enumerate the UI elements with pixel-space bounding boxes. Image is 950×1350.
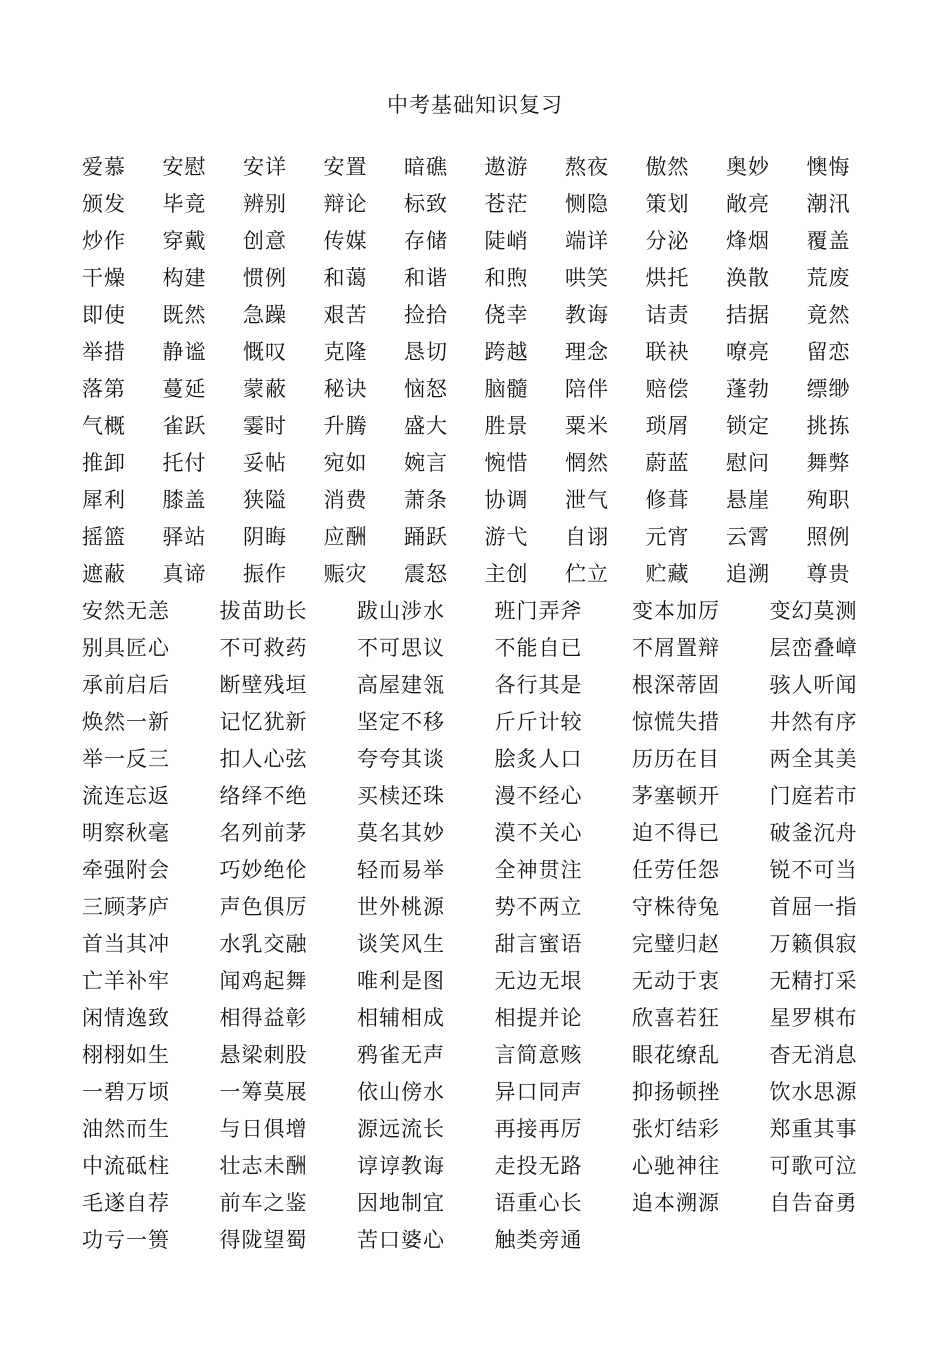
idiom-item: 变幻莫测 bbox=[769, 599, 858, 623]
word-item: 创意 bbox=[243, 229, 287, 253]
word-item: 教诲 bbox=[565, 303, 609, 327]
idiom-item: 承前启后 bbox=[82, 673, 170, 697]
word-item: 颁发 bbox=[82, 192, 126, 216]
word-item: 烽烟 bbox=[726, 229, 770, 253]
word-row bbox=[82, 557, 882, 594]
idiom-item: 班门弄斧 bbox=[494, 599, 583, 623]
word-item: 标致 bbox=[404, 192, 448, 216]
word-item: 安慰 bbox=[162, 155, 207, 179]
word-item: 游弋 bbox=[484, 525, 529, 549]
word-item: 联袂 bbox=[645, 340, 690, 364]
word-item: 传媒 bbox=[323, 229, 368, 253]
word-item: 落第 bbox=[82, 377, 126, 401]
idiom-item: 斤斤计较 bbox=[494, 710, 583, 734]
idiom-item: 任劳任怨 bbox=[632, 858, 720, 882]
word-item: 蔚蓝 bbox=[645, 451, 690, 475]
word-item: 惘然 bbox=[565, 451, 609, 475]
word-item: 理念 bbox=[565, 340, 609, 364]
idiom-item: 走投无路 bbox=[494, 1154, 583, 1178]
word-item: 贮藏 bbox=[645, 562, 690, 586]
idiom-row bbox=[82, 1001, 882, 1038]
idiom-item: 门庭若市 bbox=[769, 784, 858, 808]
idiom-item: 安然无恙 bbox=[82, 599, 170, 623]
idiom-item: 势不两立 bbox=[494, 895, 583, 919]
word-item: 恳切 bbox=[404, 340, 448, 364]
idiom-item: 无精打采 bbox=[769, 969, 858, 993]
idiom-item: 轻而易举 bbox=[357, 858, 445, 882]
word-item: 惯例 bbox=[243, 266, 287, 290]
idiom-item: 相得益彰 bbox=[219, 1006, 308, 1030]
word-item: 分泌 bbox=[645, 229, 690, 253]
word-item: 膝盖 bbox=[162, 488, 207, 512]
word-item: 安详 bbox=[243, 155, 287, 179]
word-item: 捡拾 bbox=[404, 303, 448, 327]
word-item: 蓬勃 bbox=[726, 377, 770, 401]
word-item: 蔓延 bbox=[162, 377, 207, 401]
idiom-item: 两全其美 bbox=[769, 747, 858, 771]
idiom-item: 星罗棋布 bbox=[769, 1006, 858, 1030]
word-item: 急躁 bbox=[243, 303, 287, 327]
word-item: 炒作 bbox=[82, 229, 126, 253]
word-row bbox=[82, 520, 882, 557]
word-item: 荒废 bbox=[806, 266, 851, 290]
idiom-item: 张灯结彩 bbox=[632, 1117, 720, 1141]
idiom-item: 触类旁通 bbox=[494, 1228, 583, 1252]
word-item: 惋惜 bbox=[484, 451, 529, 475]
idiom-item: 悬梁刺股 bbox=[219, 1043, 308, 1067]
word-item: 追溯 bbox=[726, 562, 770, 586]
word-item: 遨游 bbox=[484, 155, 529, 179]
idiom-item: 跋山涉水 bbox=[357, 599, 445, 623]
idiom-item: 中流砥柱 bbox=[82, 1154, 170, 1178]
idiom-item: 谈笑风生 bbox=[357, 932, 445, 956]
word-item: 奥妙 bbox=[726, 155, 770, 179]
word-item: 艰苦 bbox=[323, 303, 368, 327]
word-item: 阴晦 bbox=[243, 525, 287, 549]
idiom-item: 壮志未酬 bbox=[219, 1154, 308, 1178]
word-item: 端详 bbox=[565, 229, 609, 253]
idiom-item: 记忆犹新 bbox=[219, 710, 308, 734]
word-item: 侥幸 bbox=[484, 303, 529, 327]
word-row bbox=[82, 372, 882, 409]
idiom-item: 断壁残垣 bbox=[219, 673, 308, 697]
idiom-item: 络绎不绝 bbox=[219, 784, 308, 808]
idiom-item: 前车之鉴 bbox=[219, 1191, 308, 1215]
page-title: 中考基础知识复习 bbox=[387, 93, 563, 117]
word-item: 慨叹 bbox=[243, 340, 287, 364]
idiom-item: 茅塞顿开 bbox=[632, 784, 720, 808]
word-item: 和谐 bbox=[404, 266, 448, 290]
word-item: 推卸 bbox=[82, 451, 126, 475]
idiom-item: 与日俱增 bbox=[219, 1117, 308, 1141]
idiom-item: 声色俱厉 bbox=[219, 895, 308, 919]
word-item: 嘹亮 bbox=[726, 340, 770, 364]
word-item: 覆盖 bbox=[806, 229, 851, 253]
idiom-item: 牵强附会 bbox=[82, 858, 170, 882]
word-item: 烘托 bbox=[645, 266, 690, 290]
idiom-item: 源远流长 bbox=[357, 1117, 445, 1141]
word-item: 驿站 bbox=[162, 525, 207, 549]
word-item: 留恋 bbox=[806, 340, 851, 364]
word-item: 气概 bbox=[82, 414, 126, 438]
idiom-item: 功亏一篑 bbox=[82, 1228, 170, 1252]
idiom-item: 闲情逸致 bbox=[82, 1006, 170, 1030]
word-item: 既然 bbox=[162, 303, 207, 327]
idiom-row bbox=[82, 705, 882, 742]
idiom-item: 巧妙绝伦 bbox=[219, 858, 308, 882]
idiom-item: 锐不可当 bbox=[769, 858, 858, 882]
word-item: 苍茫 bbox=[484, 192, 529, 216]
word-item: 赔偿 bbox=[645, 377, 690, 401]
word-row bbox=[82, 483, 882, 520]
word-item: 真谛 bbox=[162, 562, 207, 586]
word-row bbox=[82, 150, 882, 187]
word-item: 霎时 bbox=[243, 414, 287, 438]
idiom-item: 莫名其妙 bbox=[357, 821, 445, 845]
idiom-row bbox=[82, 1223, 882, 1260]
word-row bbox=[82, 298, 882, 335]
word-item: 锁定 bbox=[726, 414, 770, 438]
word-item: 应酬 bbox=[323, 525, 368, 549]
word-item: 升腾 bbox=[323, 414, 368, 438]
word-item: 存储 bbox=[404, 229, 448, 253]
word-item: 缥缈 bbox=[806, 377, 851, 401]
idiom-item: 欣喜若狂 bbox=[632, 1006, 720, 1030]
idiom-item: 闻鸡起舞 bbox=[219, 969, 308, 993]
idiom-row bbox=[82, 853, 882, 890]
word-item: 竟然 bbox=[806, 303, 851, 327]
idiom-item: 水乳交融 bbox=[219, 932, 308, 956]
idiom-item: 破釜沉舟 bbox=[769, 821, 858, 845]
idiom-row bbox=[82, 1186, 882, 1223]
idiom-item: 无边无垠 bbox=[494, 969, 583, 993]
word-item: 宛如 bbox=[323, 451, 368, 475]
idiom-row bbox=[82, 890, 882, 927]
word-item: 照例 bbox=[806, 525, 851, 549]
word-item: 敞亮 bbox=[726, 192, 770, 216]
word-item: 爱慕 bbox=[82, 155, 126, 179]
word-item: 托付 bbox=[162, 451, 207, 475]
idiom-item: 万籁俱寂 bbox=[769, 932, 858, 956]
word-item: 修葺 bbox=[645, 488, 690, 512]
word-item: 熬夜 bbox=[565, 155, 609, 179]
idiom-item: 郑重其事 bbox=[769, 1117, 858, 1141]
idiom-item: 脍炙人口 bbox=[494, 747, 583, 771]
idiom-item: 焕然一新 bbox=[82, 710, 170, 734]
idiom-row bbox=[82, 927, 882, 964]
word-item: 自诩 bbox=[565, 525, 609, 549]
idiom-item: 夸夸其谈 bbox=[357, 747, 445, 771]
word-item: 举措 bbox=[82, 340, 126, 364]
word-item: 涣散 bbox=[726, 266, 770, 290]
word-item: 跨越 bbox=[484, 340, 529, 364]
idiom-item: 油然而生 bbox=[82, 1117, 170, 1141]
word-item: 震怒 bbox=[404, 562, 448, 586]
word-item: 傲然 bbox=[645, 155, 690, 179]
word-item: 秘诀 bbox=[323, 377, 368, 401]
word-item: 哄笑 bbox=[565, 266, 609, 290]
word-item: 元宵 bbox=[645, 525, 690, 549]
idiom-item: 心驰神往 bbox=[632, 1154, 720, 1178]
word-item: 妥帖 bbox=[243, 451, 287, 475]
idiom-item: 眼花缭乱 bbox=[632, 1043, 720, 1067]
word-item: 赈灾 bbox=[323, 562, 368, 586]
word-item: 辨别 bbox=[243, 192, 287, 216]
idiom-item: 迫不得已 bbox=[632, 821, 720, 845]
idiom-item: 层峦叠嶂 bbox=[769, 636, 858, 660]
idiom-item: 骇人听闻 bbox=[769, 673, 858, 697]
idiom-item: 扣人心弦 bbox=[219, 747, 308, 771]
idiom-item: 追本溯源 bbox=[632, 1191, 720, 1215]
idiom-item: 言简意赅 bbox=[494, 1043, 583, 1067]
idiom-item: 不屑置辩 bbox=[632, 636, 720, 660]
idiom-row bbox=[82, 1075, 882, 1112]
word-row bbox=[82, 446, 882, 483]
word-item: 构建 bbox=[162, 266, 207, 290]
idiom-item: 自告奋勇 bbox=[769, 1191, 858, 1215]
idiom-row bbox=[82, 816, 882, 853]
idiom-row bbox=[82, 1038, 882, 1075]
idiom-row bbox=[82, 779, 882, 816]
idiom-item: 谆谆教诲 bbox=[357, 1154, 445, 1178]
word-item: 干燥 bbox=[82, 266, 126, 290]
idiom-item: 完璧归赵 bbox=[632, 932, 720, 956]
word-item: 殉职 bbox=[806, 488, 851, 512]
word-item: 尊贵 bbox=[806, 562, 851, 586]
word-item: 舞弊 bbox=[806, 451, 851, 475]
word-item: 遮蔽 bbox=[82, 562, 126, 586]
idiom-row bbox=[82, 1149, 882, 1186]
idiom-item: 守株待兔 bbox=[632, 895, 720, 919]
idiom-item: 世外桃源 bbox=[357, 895, 445, 919]
idiom-item: 举一反三 bbox=[82, 747, 170, 771]
word-item: 蒙蔽 bbox=[243, 377, 287, 401]
word-item: 婉言 bbox=[404, 451, 448, 475]
word-item: 恼怒 bbox=[404, 377, 448, 401]
idiom-item: 漠不关心 bbox=[494, 821, 583, 845]
word-item: 诘责 bbox=[645, 303, 690, 327]
idiom-item: 根深蒂固 bbox=[632, 673, 720, 697]
word-item: 脑髓 bbox=[484, 377, 529, 401]
idiom-item: 依山傍水 bbox=[357, 1080, 445, 1104]
idiom-item: 三顾茅庐 bbox=[82, 895, 170, 919]
idiom-item: 相辅相成 bbox=[357, 1006, 445, 1030]
word-item: 主创 bbox=[484, 562, 529, 586]
idiom-item: 因地制宜 bbox=[357, 1191, 445, 1215]
idiom-item: 历历在目 bbox=[632, 747, 720, 771]
word-item: 踊跃 bbox=[404, 525, 448, 549]
word-item: 胜景 bbox=[484, 414, 529, 438]
idiom-item: 漫不经心 bbox=[494, 784, 583, 808]
idiom-row bbox=[82, 1112, 882, 1149]
idiom-item: 栩栩如生 bbox=[82, 1043, 170, 1067]
word-item: 琐屑 bbox=[645, 414, 690, 438]
idiom-row bbox=[82, 594, 882, 631]
word-item: 安置 bbox=[323, 155, 368, 179]
word-item: 陡峭 bbox=[484, 229, 529, 253]
idiom-item: 得陇望蜀 bbox=[219, 1228, 308, 1252]
word-item: 振作 bbox=[243, 562, 287, 586]
idiom-item: 首屈一指 bbox=[769, 895, 858, 919]
idiom-item: 名列前茅 bbox=[219, 821, 308, 845]
idiom-item: 别具匠心 bbox=[82, 636, 170, 660]
idiom-item: 一筹莫展 bbox=[219, 1080, 308, 1104]
word-row bbox=[82, 261, 882, 298]
idiom-item: 鸦雀无声 bbox=[357, 1043, 445, 1067]
idiom-item: 饮水思源 bbox=[769, 1080, 858, 1104]
idiom-item: 毛遂自荐 bbox=[82, 1191, 170, 1215]
idiom-row bbox=[82, 964, 882, 1001]
idiom-item: 相提并论 bbox=[494, 1006, 583, 1030]
word-item: 挑拣 bbox=[806, 414, 851, 438]
word-item: 静谧 bbox=[162, 340, 207, 364]
idiom-item: 全神贯注 bbox=[494, 858, 583, 882]
idiom-item: 变本加厉 bbox=[632, 599, 720, 623]
word-item: 辩论 bbox=[323, 192, 368, 216]
word-item: 萧条 bbox=[404, 488, 448, 512]
word-item: 策划 bbox=[645, 192, 690, 216]
idiom-item: 无动于衷 bbox=[632, 969, 720, 993]
idiom-item: 再接再厉 bbox=[494, 1117, 583, 1141]
idiom-row bbox=[82, 742, 882, 779]
word-item: 即使 bbox=[82, 303, 126, 327]
idiom-item: 高屋建瓴 bbox=[357, 673, 445, 697]
idiom-item: 异口同声 bbox=[494, 1080, 583, 1104]
idiom-item: 明察秋毫 bbox=[82, 821, 170, 845]
word-item: 暗礁 bbox=[404, 155, 448, 179]
word-item: 粟米 bbox=[565, 414, 609, 438]
idiom-item: 甜言蜜语 bbox=[494, 932, 583, 956]
idiom-item: 抑扬顿挫 bbox=[632, 1080, 720, 1104]
word-item: 潮汛 bbox=[806, 192, 851, 216]
idiom-item: 各行其是 bbox=[494, 673, 583, 697]
word-item: 陪伴 bbox=[565, 377, 609, 401]
idiom-item: 苦口婆心 bbox=[357, 1228, 445, 1252]
word-item: 雀跃 bbox=[162, 414, 207, 438]
word-item: 和煦 bbox=[484, 266, 529, 290]
word-item: 穿戴 bbox=[162, 229, 207, 253]
word-item: 泄气 bbox=[565, 488, 609, 512]
word-item: 悬崖 bbox=[726, 488, 770, 512]
word-item: 懊悔 bbox=[806, 155, 851, 179]
word-item: 狭隘 bbox=[243, 488, 287, 512]
word-item: 伫立 bbox=[565, 562, 609, 586]
idiom-item: 一碧万顷 bbox=[82, 1080, 170, 1104]
idiom-item: 坚定不移 bbox=[357, 710, 445, 734]
vocabulary-word-grid bbox=[82, 150, 882, 594]
word-row bbox=[82, 187, 882, 224]
word-item: 盛大 bbox=[404, 414, 448, 438]
word-item: 恻隐 bbox=[565, 192, 609, 216]
idiom-item: 亡羊补牢 bbox=[82, 969, 170, 993]
word-item: 云霄 bbox=[726, 525, 770, 549]
word-item: 和蔼 bbox=[323, 266, 368, 290]
idiom-item: 惊慌失措 bbox=[632, 710, 720, 734]
word-item: 克隆 bbox=[323, 340, 368, 364]
idiom-item: 拔苗助长 bbox=[219, 599, 308, 623]
word-row bbox=[82, 224, 882, 261]
idiom-row bbox=[82, 668, 882, 705]
idiom-item: 唯利是图 bbox=[357, 969, 445, 993]
idiom-item: 流连忘返 bbox=[82, 784, 170, 808]
idiom-item: 杳无消息 bbox=[769, 1043, 858, 1067]
word-item: 拮据 bbox=[726, 303, 770, 327]
idiom-row bbox=[82, 631, 882, 668]
word-row bbox=[82, 409, 882, 446]
idiom-item: 语重心长 bbox=[494, 1191, 583, 1215]
word-row bbox=[82, 335, 882, 372]
word-item: 毕竟 bbox=[162, 192, 207, 216]
idiom-item: 不能自已 bbox=[494, 636, 583, 660]
idiom-grid bbox=[82, 594, 882, 1260]
word-item: 犀利 bbox=[82, 488, 126, 512]
word-item: 摇篮 bbox=[82, 525, 126, 549]
idiom-item: 不可思议 bbox=[357, 636, 445, 660]
idiom-item: 首当其冲 bbox=[82, 932, 170, 956]
word-item: 慰问 bbox=[726, 451, 770, 475]
idiom-item: 可歌可泣 bbox=[769, 1154, 858, 1178]
word-item: 消费 bbox=[323, 488, 368, 512]
idiom-item: 买椟还珠 bbox=[357, 784, 445, 808]
idiom-item: 不可救药 bbox=[219, 636, 308, 660]
word-item: 协调 bbox=[484, 488, 529, 512]
idiom-item: 井然有序 bbox=[769, 710, 858, 734]
